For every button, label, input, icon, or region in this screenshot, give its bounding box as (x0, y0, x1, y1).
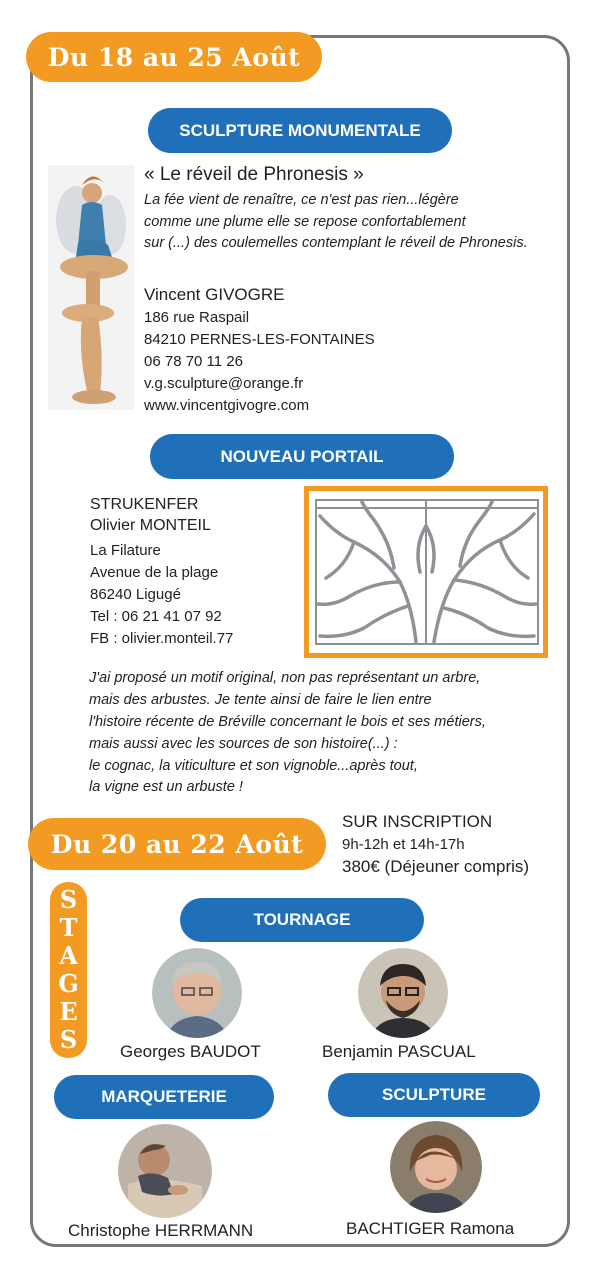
registration-note: SUR INSCRIPTION (342, 812, 493, 831)
stages-letter: E (59, 997, 78, 1026)
portal-description-line3: l'histoire récente de Bréville concernant le bois et ses métiers, (89, 714, 486, 730)
instructor-benjamin-pascual: Benjamin PASCUAL (322, 1042, 476, 1061)
tournage-heading (180, 898, 424, 942)
section1-title: SCULPTURE MONUMENTALE (179, 120, 421, 140)
portal-company: STRUKENFER (90, 496, 199, 513)
artist-city: 84210 PERNES-LES-FONTAINES (144, 331, 375, 348)
artwork-description-line1: La fée vient de renaître, ce n'est pas rien...légère (144, 192, 459, 208)
portal-fb: FB : olivier.monteil.77 (90, 630, 234, 647)
nouveau-portail-heading (150, 434, 454, 479)
tournage-title: TOURNAGE (253, 910, 351, 929)
portal-description-line1: J'ai proposé un motif original, non pas représentant un arbre, (89, 670, 481, 686)
artist-street: 186 rue Raspail (144, 309, 250, 326)
portal-description-line6: la vigne est un arbuste ! (89, 779, 243, 795)
section2-title: NOUVEAU PORTAIL (220, 446, 384, 466)
sculpture-title: SCULPTURE (382, 1085, 486, 1104)
stages-letter: S (59, 885, 78, 914)
portal-maker-name: Olivier MONTEIL (90, 517, 211, 534)
portal-tel: Tel : 06 21 41 07 92 (90, 608, 222, 625)
sculpture-monumentale-heading (148, 108, 452, 153)
fairy-sculpture-image (48, 165, 134, 410)
artist-email[interactable]: v.g.sculpture@orange.fr (144, 375, 304, 392)
event2-dates: Du 20 au 22 Août (50, 829, 304, 859)
bachtiger-ramona-photo (390, 1121, 482, 1213)
workshop-hours: 9h-12h et 14h-17h (342, 836, 465, 853)
stages-letter: A (59, 941, 78, 970)
artist-website[interactable]: www.vincentgivogre.com (144, 397, 310, 414)
stages-vertical-label (50, 882, 87, 1058)
event1-date-banner (26, 32, 322, 82)
instructor-christophe-herrmann: Christophe HERRMANN (68, 1221, 254, 1240)
georges-baudot-photo (152, 948, 242, 1038)
event1-dates: Du 18 au 25 Août (47, 42, 301, 72)
artwork-description-line2: comme une plume elle se repose confortablement (144, 214, 466, 230)
workshop-price: 380€ (Déjeuner compris) (342, 857, 530, 876)
portal-description-line2: mais des arbustes. Je tente ainsi de faire le lien entre (89, 692, 432, 708)
artist-name: Vincent GIVOGRE (144, 285, 285, 304)
sculpture-heading (328, 1073, 540, 1117)
portal-place: La Filature (90, 542, 161, 559)
christophe-herrmann-photo (118, 1124, 212, 1218)
artwork-title: « Le réveil de Phronesis » (144, 164, 364, 185)
benjamin-pascual-photo (358, 948, 448, 1038)
instructor-georges-baudot: Georges BAUDOT (120, 1042, 261, 1061)
artist-phone: 06 78 70 11 26 (144, 353, 243, 370)
stages-letter: G (58, 969, 79, 998)
event2-date-banner (28, 818, 326, 870)
portal-city: 86240 Ligugé (90, 586, 181, 603)
artwork-description-line3: sur (...) des coulemelles contemplant le réveil de Phronesis. (144, 235, 528, 251)
portal-description-line4: mais aussi avec les sources de son histoire(...) : (89, 736, 398, 752)
portal-description-line5: le cognac, la viticulture et son vignoble...après tout, (89, 758, 418, 774)
stages-letter: S (59, 1025, 78, 1054)
marqueterie-heading (54, 1075, 274, 1119)
instructor-bachtiger-ramona: BACHTIGER Ramona (346, 1219, 515, 1238)
stages-letter: T (59, 913, 78, 942)
portal-gate-image (304, 486, 548, 658)
marqueterie-title: MARQUETERIE (101, 1087, 227, 1106)
portal-street: Avenue de la plage (90, 564, 219, 581)
